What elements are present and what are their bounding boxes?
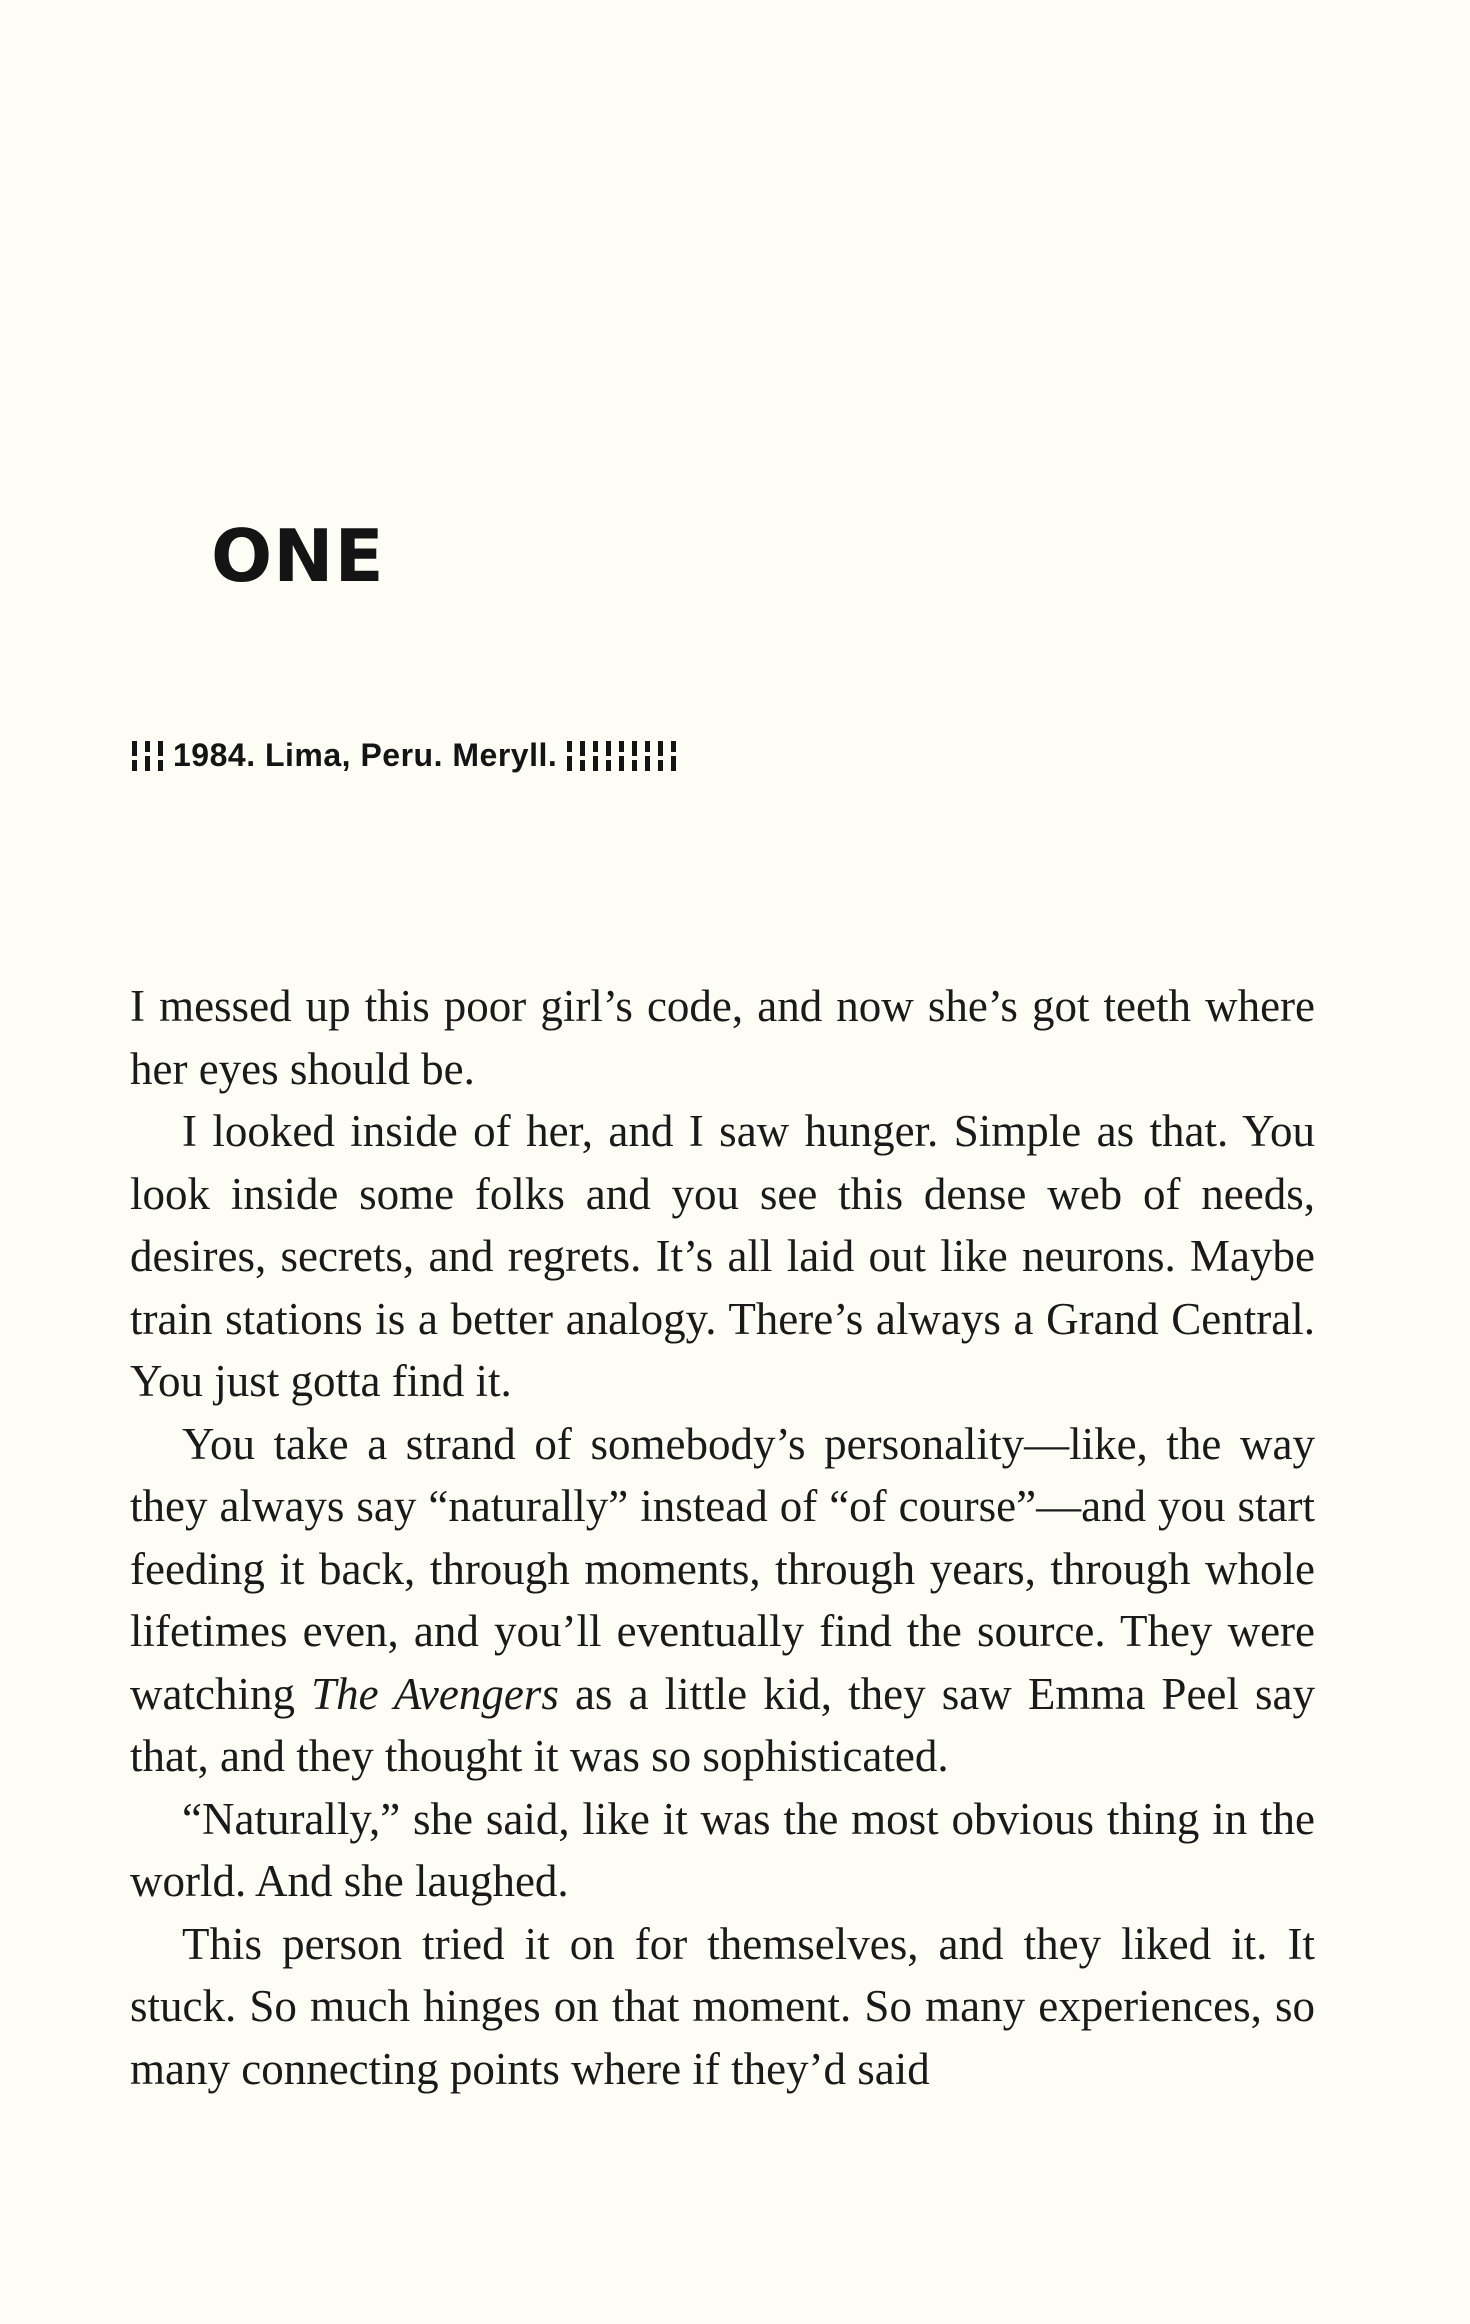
ornament-mark xyxy=(619,741,624,771)
ornament-mark xyxy=(158,741,163,771)
paragraph: This person tried it on for themselves, and they liked it. It stuck. So much hinges on that moment. So many experiences, so many connecting points where if they’d said xyxy=(130,1918,1315,2094)
ornament-mark xyxy=(658,741,663,771)
ornament-mark xyxy=(145,741,150,771)
body-text xyxy=(130,975,1315,2100)
paragraph-text: as a little kid, they saw Emma Peel say that, and they thought it was so sophisticated. xyxy=(130,1668,1315,1781)
paragraph-text: You take a strand of somebody’s personality—like, the way they always say “naturally” instead of “of course”—and you start feeding it back, through moments, through years, through whole lifetimes even, and you’ll eventually find the source. They were watching xyxy=(130,1418,1315,1719)
chapter-title: ONE xyxy=(211,514,385,598)
paragraph: I looked inside of her, and I saw hunger. Simple as that. You look inside some folks and you see this dense web of needs, desires, secrets, and regrets. It’s all laid out like neurons. Maybe train stations is a better analogy. There’s always a Grand Central. You just gotta find it. xyxy=(130,1106,1315,1406)
ornament-mark xyxy=(671,741,676,771)
ornament-mark xyxy=(645,741,650,771)
paragraph xyxy=(130,1413,1315,1788)
ornament-marks-left xyxy=(132,741,163,771)
ornament-mark xyxy=(606,741,611,771)
ornament-mark xyxy=(632,741,637,771)
chapter-subhead-text: 1984. Lima, Peru. Meryll. xyxy=(173,737,558,773)
chapter-subhead xyxy=(132,737,676,774)
ornament-mark xyxy=(567,741,572,771)
ornament-mark xyxy=(593,741,598,771)
ornament-mark xyxy=(580,741,585,771)
ornament-marks-right xyxy=(567,741,676,771)
italic-title: The Avengers xyxy=(311,1668,559,1719)
paragraph: I messed up this poor girl’s code, and now she’s got teeth where her eyes should be. xyxy=(130,981,1315,1094)
paragraph: “Naturally,” she said, like it was the most obvious thing in the world. And she laughed. xyxy=(130,1793,1315,1906)
ornament-mark xyxy=(132,741,137,771)
